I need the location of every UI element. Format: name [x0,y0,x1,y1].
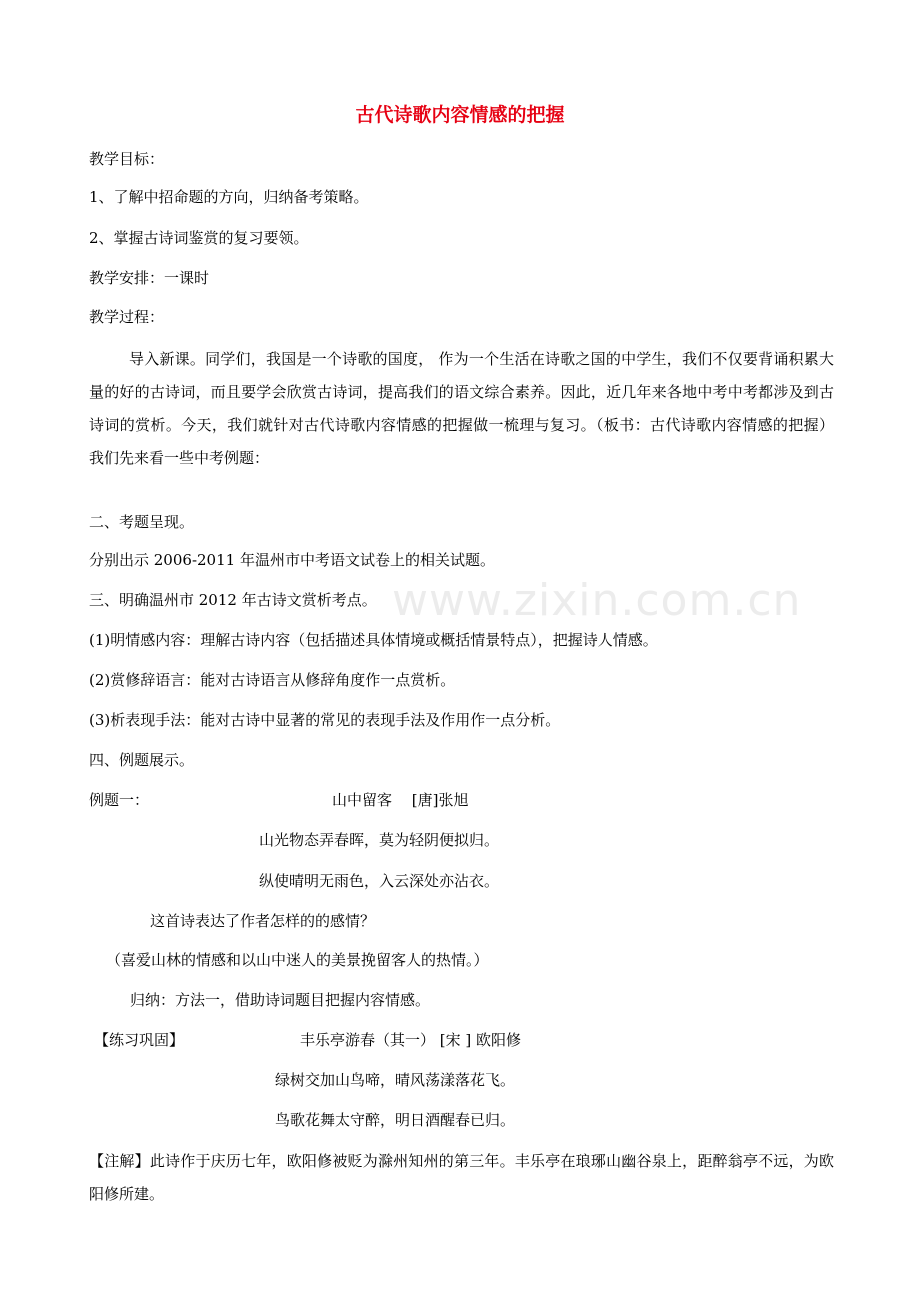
document-title: 古代诗歌内容情感的把握 [355,104,565,126]
poem-1-title: 山中留客 [唐]张旭 [332,791,469,809]
example-label: 例题一： [89,791,150,809]
poem-2-line-2: 鸟歌花舞太守醉，明日酒醒春已归。 [275,1111,516,1129]
exam-point-2: (2)赏修辞语言：能对古诗语言从修辞角度作一点赏析。 [89,671,456,689]
practice-label: 【练习巩固】 [94,1031,185,1049]
poem-1-line-2: 纵使晴明无雨色，入云深处亦沾衣。 [259,872,500,890]
goals-label: 教学目标： [89,150,165,168]
goal-item-1: 1、了解中招命题的方向，归纳备考策略。 [89,188,369,206]
poem-2-line-1: 绿树交加山鸟啼，晴风荡漾落花飞。 [275,1071,516,1089]
exam-point-3: (3)析表现手法：能对古诗中显著的常见的表现手法及作用作一点分析。 [89,711,561,729]
section-3-heading: 三、明确温州市 2012 年古诗文赏析考点。 [89,591,377,609]
answer-line: （喜爱山林的情感和以山中迷人的美景挽留客人的热情。） [106,951,489,969]
section-4-heading: 四、例题展示。 [89,751,195,769]
goal-item-2: 2、掌握古诗词鉴赏的复习要领。 [89,229,309,247]
section-2-description: 分别出示 2006-2011 年温州市中考语文试卷上的相关试题。 [89,551,495,569]
arrangement-line: 教学安排：一课时 [89,269,210,287]
exam-point-1: (1)明情感内容：理解古诗内容（包括描述具体情境或概括情景特点），把握诗人情感。 [89,631,658,649]
annotation-paragraph: 【注解】此诗作于庆历七年，欧阳修被贬为滁州知州的第三年。丰乐亭在琅琊山幽谷泉上，距醉翁亭不远，为欧阳修所建。 [89,1152,834,1203]
section-2-heading: 二、考题呈现。 [89,513,195,531]
process-label: 教学过程： [89,308,165,326]
intro-paragraph: 导入新课。同学们，我国是一个诗歌的国度， 作为一个生活在诗歌之国的中学生，我们不仅要背诵积累大量的好的古诗词，而且要学会欣赏古诗词，提高我们的语文综合素养。因此，近几年来各地中考中考都涉及到古诗词的赏析。今天，我们就针对古代诗歌内容情感的把握做一梳理与复习。（板书：古代诗歌内容情感的把握） 我们先来看一些中考例题： [89,350,834,467]
summary-line: 归纳：方法一，借助诗词题目把握内容情感。 [130,991,431,1009]
watermark: www.zixin.com.cn [392,575,802,626]
question-line: 这首诗表达了作者怎样的的感情？ [150,912,376,930]
poem-2-title: 丰乐亭游春（其一） [宋 ] 欧阳修 [300,1031,522,1049]
poem-1-line-1: 山光物态弄春晖，莫为轻阴便拟归。 [259,831,500,849]
